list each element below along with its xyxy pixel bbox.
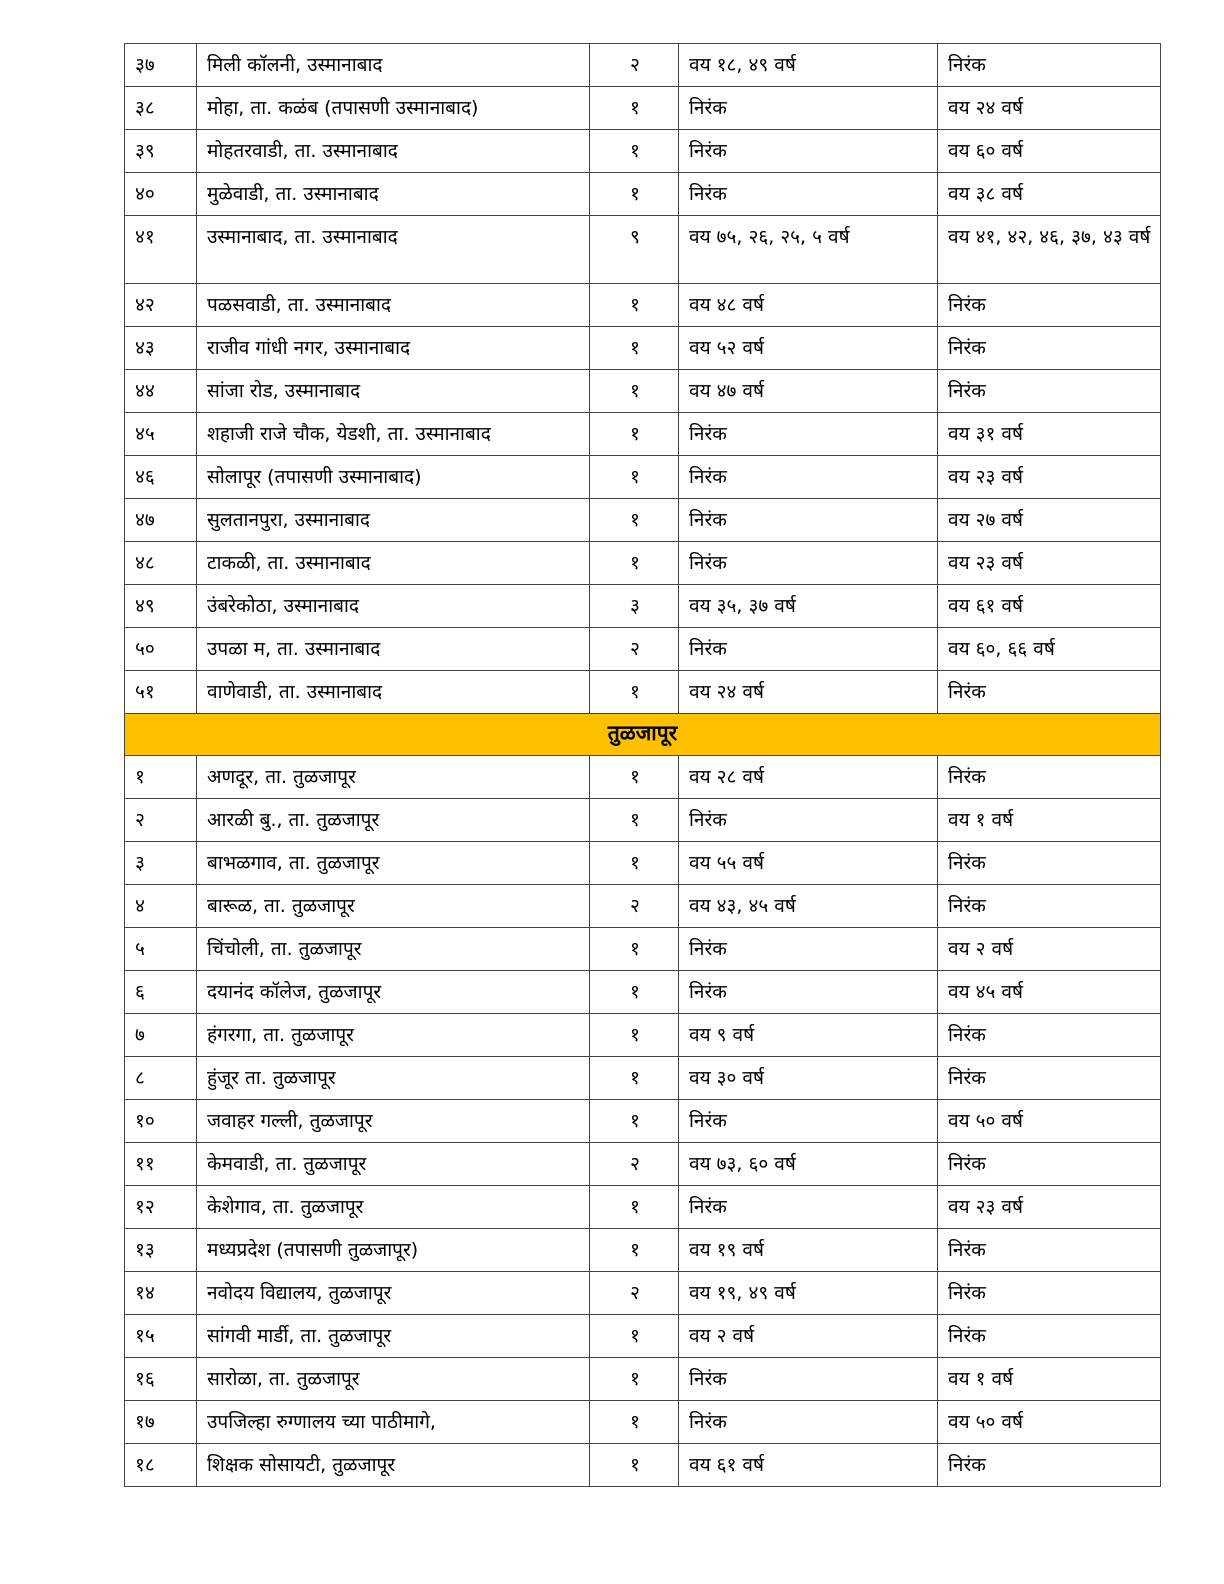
age-detail-cell: निरंक — [679, 628, 938, 671]
age-detail-cell: निरंक — [679, 1186, 938, 1229]
document-page — [124, 43, 1160, 1487]
place-name-cell: उस्मानाबाद, ता. उस्मानाबाद — [197, 216, 590, 284]
age-detail-cell-2: वय २३ वर्ष — [938, 542, 1161, 585]
table-row — [125, 1100, 1161, 1143]
count-cell: २ — [590, 44, 679, 87]
place-name-cell: उपजिल्हा रुग्णालय च्या पाठीमागे, — [197, 1401, 590, 1444]
age-detail-cell: निरंक — [679, 499, 938, 542]
table-row — [125, 842, 1161, 885]
place-name-cell: सोलापूर (तपासणी उस्मानाबाद) — [197, 456, 590, 499]
age-detail-cell: वय ४८ वर्ष — [679, 284, 938, 327]
table-row — [125, 1315, 1161, 1358]
count-cell: १ — [590, 842, 679, 885]
table-row — [125, 799, 1161, 842]
age-detail-cell: वय १९ वर्ष — [679, 1229, 938, 1272]
age-detail-cell-2: निरंक — [938, 1014, 1161, 1057]
age-detail-cell-2: वय ६१ वर्ष — [938, 585, 1161, 628]
table-row — [125, 216, 1161, 284]
age-detail-cell-2: वय ५० वर्ष — [938, 1100, 1161, 1143]
section-title: तुळजापूर — [125, 714, 1161, 756]
age-detail-cell: निरंक — [679, 130, 938, 173]
count-cell: १ — [590, 671, 679, 714]
age-detail-cell: निरंक — [679, 173, 938, 216]
table-row — [125, 1401, 1161, 1444]
table-row — [125, 1272, 1161, 1315]
table-row — [125, 1057, 1161, 1100]
serial-number-cell: ३ — [125, 842, 197, 885]
age-detail-cell: वय ३५, ३७ वर्ष — [679, 585, 938, 628]
count-cell: १ — [590, 1315, 679, 1358]
table-row — [125, 370, 1161, 413]
count-cell: २ — [590, 885, 679, 928]
age-detail-cell-2: वय २३ वर्ष — [938, 456, 1161, 499]
age-detail-cell: वय ७५, २६, २५, ५ वर्ष — [679, 216, 938, 284]
age-detail-cell-2: निरंक — [938, 1057, 1161, 1100]
place-name-cell: हंगरगा, ता. तुळजापूर — [197, 1014, 590, 1057]
serial-number-cell: १७ — [125, 1401, 197, 1444]
table-row — [125, 499, 1161, 542]
patient-location-table — [124, 43, 1161, 1487]
place-name-cell: बारूळ, ता. तुळजापूर — [197, 885, 590, 928]
age-detail-cell-2: वय ५० वर्ष — [938, 1401, 1161, 1444]
serial-number-cell: ४ — [125, 885, 197, 928]
place-name-cell: मोहतरवाडी, ता. उस्मानाबाद — [197, 130, 590, 173]
age-detail-cell: निरंक — [679, 456, 938, 499]
serial-number-cell: १ — [125, 756, 197, 799]
serial-number-cell: ७ — [125, 1014, 197, 1057]
age-detail-cell: वय ५२ वर्ष — [679, 327, 938, 370]
count-cell: १ — [590, 1229, 679, 1272]
age-detail-cell: वय १८, ४९ वर्ष — [679, 44, 938, 87]
place-name-cell: जवाहर गल्ली, तुळजापूर — [197, 1100, 590, 1143]
table-row — [125, 1186, 1161, 1229]
serial-number-cell: ४९ — [125, 585, 197, 628]
serial-number-cell: ५१ — [125, 671, 197, 714]
place-name-cell: हुंजूर ता. तुळजापूर — [197, 1057, 590, 1100]
table-row — [125, 327, 1161, 370]
age-detail-cell-2: निरंक — [938, 756, 1161, 799]
age-detail-cell-2: वय ४१, ४२, ४६, ३७, ४३ वर्ष — [938, 216, 1161, 284]
place-name-cell: उपळा म, ता. उस्मानाबाद — [197, 628, 590, 671]
serial-number-cell: ४३ — [125, 327, 197, 370]
serial-number-cell: ११ — [125, 1143, 197, 1186]
age-detail-cell: निरंक — [679, 971, 938, 1014]
count-cell: १ — [590, 130, 679, 173]
age-detail-cell-2: वय ६० वर्ष — [938, 130, 1161, 173]
age-detail-cell: वय ९ वर्ष — [679, 1014, 938, 1057]
place-name-cell: सुलतानपुरा, उस्मानाबाद — [197, 499, 590, 542]
age-detail-cell-2: निरंक — [938, 1143, 1161, 1186]
serial-number-cell: ३७ — [125, 44, 197, 87]
age-detail-cell-2: निरंक — [938, 284, 1161, 327]
age-detail-cell-2: निरंक — [938, 44, 1161, 87]
serial-number-cell: १८ — [125, 1444, 197, 1487]
count-cell: १ — [590, 87, 679, 130]
table-row — [125, 928, 1161, 971]
table-row — [125, 1143, 1161, 1186]
age-detail-cell: वय १९, ४९ वर्ष — [679, 1272, 938, 1315]
count-cell: १ — [590, 413, 679, 456]
age-detail-cell-2: निरंक — [938, 671, 1161, 714]
place-name-cell: चिंचोली, ता. तुळजापूर — [197, 928, 590, 971]
age-detail-cell-2: वय २ वर्ष — [938, 928, 1161, 971]
age-detail-cell: वय ४७ वर्ष — [679, 370, 938, 413]
place-name-cell: नवोदय विद्यालय, तुळजापूर — [197, 1272, 590, 1315]
age-detail-cell-2: निरंक — [938, 1315, 1161, 1358]
age-detail-cell-2: निरंक — [938, 842, 1161, 885]
count-cell: १ — [590, 499, 679, 542]
age-detail-cell-2: वय २३ वर्ष — [938, 1186, 1161, 1229]
age-detail-cell-2: वय २४ वर्ष — [938, 87, 1161, 130]
count-cell: १ — [590, 1401, 679, 1444]
section-header-row — [125, 714, 1161, 756]
table-row — [125, 1014, 1161, 1057]
table-row — [125, 1358, 1161, 1401]
age-detail-cell-2: निरंक — [938, 885, 1161, 928]
count-cell: २ — [590, 1143, 679, 1186]
count-cell: ३ — [590, 585, 679, 628]
age-detail-cell-2: निरंक — [938, 1229, 1161, 1272]
count-cell: १ — [590, 173, 679, 216]
count-cell: १ — [590, 1186, 679, 1229]
table-row — [125, 542, 1161, 585]
table-row — [125, 456, 1161, 499]
age-detail-cell: वय ७३, ६० वर्ष — [679, 1143, 938, 1186]
place-name-cell: शिक्षक सोसायटी, तुळजापूर — [197, 1444, 590, 1487]
table-row — [125, 971, 1161, 1014]
serial-number-cell: १६ — [125, 1358, 197, 1401]
age-detail-cell: निरंक — [679, 87, 938, 130]
age-detail-cell: वय २ वर्ष — [679, 1315, 938, 1358]
age-detail-cell: वय ६१ वर्ष — [679, 1444, 938, 1487]
age-detail-cell: वय ३० वर्ष — [679, 1057, 938, 1100]
table-row — [125, 671, 1161, 714]
serial-number-cell: ४८ — [125, 542, 197, 585]
count-cell: १ — [590, 1358, 679, 1401]
age-detail-cell-2: वय १ वर्ष — [938, 1358, 1161, 1401]
count-cell: १ — [590, 1444, 679, 1487]
place-name-cell: राजीव गांधी नगर, उस्मानाबाद — [197, 327, 590, 370]
count-cell: १ — [590, 1100, 679, 1143]
count-cell: १ — [590, 971, 679, 1014]
table-row — [125, 87, 1161, 130]
serial-number-cell: १२ — [125, 1186, 197, 1229]
table-row — [125, 1229, 1161, 1272]
table-row — [125, 885, 1161, 928]
place-name-cell: सारोळा, ता. तुळजापूर — [197, 1358, 590, 1401]
place-name-cell: मध्यप्रदेश (तपासणी तुळजापूर) — [197, 1229, 590, 1272]
place-name-cell: टाकळी, ता. उस्मानाबाद — [197, 542, 590, 585]
age-detail-cell-2: वय ४५ वर्ष — [938, 971, 1161, 1014]
place-name-cell: वाणेवाडी, ता. उस्मानाबाद — [197, 671, 590, 714]
serial-number-cell: ३९ — [125, 130, 197, 173]
age-detail-cell-2: निरंक — [938, 1444, 1161, 1487]
serial-number-cell: ५० — [125, 628, 197, 671]
count-cell: ९ — [590, 216, 679, 284]
count-cell: २ — [590, 628, 679, 671]
age-detail-cell: निरंक — [679, 542, 938, 585]
serial-number-cell: १५ — [125, 1315, 197, 1358]
table-row — [125, 413, 1161, 456]
place-name-cell: सांजा रोड, उस्मानाबाद — [197, 370, 590, 413]
age-detail-cell: निरंक — [679, 1401, 938, 1444]
place-name-cell: दयानंद कॉलेज, तुळजापूर — [197, 971, 590, 1014]
serial-number-cell: १३ — [125, 1229, 197, 1272]
table-row — [125, 130, 1161, 173]
serial-number-cell: ४६ — [125, 456, 197, 499]
place-name-cell: मुळेवाडी, ता. उस्मानाबाद — [197, 173, 590, 216]
age-detail-cell: निरंक — [679, 1100, 938, 1143]
serial-number-cell: ८ — [125, 1057, 197, 1100]
place-name-cell: आरळी बु., ता. तुळजापूर — [197, 799, 590, 842]
place-name-cell: सांगवी मार्डी, ता. तुळजापूर — [197, 1315, 590, 1358]
place-name-cell: केशेगाव, ता. तुळजापूर — [197, 1186, 590, 1229]
age-detail-cell: निरंक — [679, 1358, 938, 1401]
count-cell: १ — [590, 799, 679, 842]
age-detail-cell: वय २४ वर्ष — [679, 671, 938, 714]
table-body — [125, 44, 1161, 1487]
serial-number-cell: ६ — [125, 971, 197, 1014]
count-cell: १ — [590, 928, 679, 971]
age-detail-cell: वय ५५ वर्ष — [679, 842, 938, 885]
age-detail-cell-2: वय १ वर्ष — [938, 799, 1161, 842]
age-detail-cell-2: निरंक — [938, 327, 1161, 370]
place-name-cell: पळसवाडी, ता. उस्मानाबाद — [197, 284, 590, 327]
place-name-cell: बाभळगाव, ता. तुळजापूर — [197, 842, 590, 885]
serial-number-cell: ४७ — [125, 499, 197, 542]
serial-number-cell: ५ — [125, 928, 197, 971]
serial-number-cell: ४५ — [125, 413, 197, 456]
serial-number-cell: ३८ — [125, 87, 197, 130]
serial-number-cell: ४० — [125, 173, 197, 216]
count-cell: १ — [590, 756, 679, 799]
age-detail-cell: निरंक — [679, 413, 938, 456]
table-row — [125, 756, 1161, 799]
age-detail-cell: वय २८ वर्ष — [679, 756, 938, 799]
count-cell: १ — [590, 327, 679, 370]
age-detail-cell: निरंक — [679, 928, 938, 971]
age-detail-cell: निरंक — [679, 799, 938, 842]
age-detail-cell-2: वय २७ वर्ष — [938, 499, 1161, 542]
count-cell: २ — [590, 1272, 679, 1315]
count-cell: १ — [590, 1014, 679, 1057]
table-row — [125, 173, 1161, 216]
age-detail-cell: वय ४३, ४५ वर्ष — [679, 885, 938, 928]
table-row — [125, 284, 1161, 327]
serial-number-cell: २ — [125, 799, 197, 842]
place-name-cell: मिली कॉलनी, उस्मानाबाद — [197, 44, 590, 87]
serial-number-cell: १४ — [125, 1272, 197, 1315]
age-detail-cell-2: निरंक — [938, 370, 1161, 413]
serial-number-cell: १० — [125, 1100, 197, 1143]
serial-number-cell: ४१ — [125, 216, 197, 284]
table-row — [125, 585, 1161, 628]
table-row — [125, 1444, 1161, 1487]
count-cell: १ — [590, 284, 679, 327]
serial-number-cell: ४२ — [125, 284, 197, 327]
place-name-cell: उंबरेकोठा, उस्मानाबाद — [197, 585, 590, 628]
table-row — [125, 628, 1161, 671]
count-cell: १ — [590, 370, 679, 413]
age-detail-cell-2: निरंक — [938, 1272, 1161, 1315]
place-name-cell: केमवाडी, ता. तुळजापूर — [197, 1143, 590, 1186]
age-detail-cell-2: वय ६०, ६६ वर्ष — [938, 628, 1161, 671]
count-cell: १ — [590, 456, 679, 499]
count-cell: १ — [590, 1057, 679, 1100]
age-detail-cell-2: वय ३१ वर्ष — [938, 413, 1161, 456]
count-cell: १ — [590, 542, 679, 585]
place-name-cell: शहाजी राजे चौक, येडशी, ता. उस्मानाबाद — [197, 413, 590, 456]
age-detail-cell-2: वय ३८ वर्ष — [938, 173, 1161, 216]
table-row — [125, 44, 1161, 87]
place-name-cell: मोहा, ता. कळंब (तपासणी उस्मानाबाद) — [197, 87, 590, 130]
place-name-cell: अणदूर, ता. तुळजापूर — [197, 756, 590, 799]
serial-number-cell: ४४ — [125, 370, 197, 413]
